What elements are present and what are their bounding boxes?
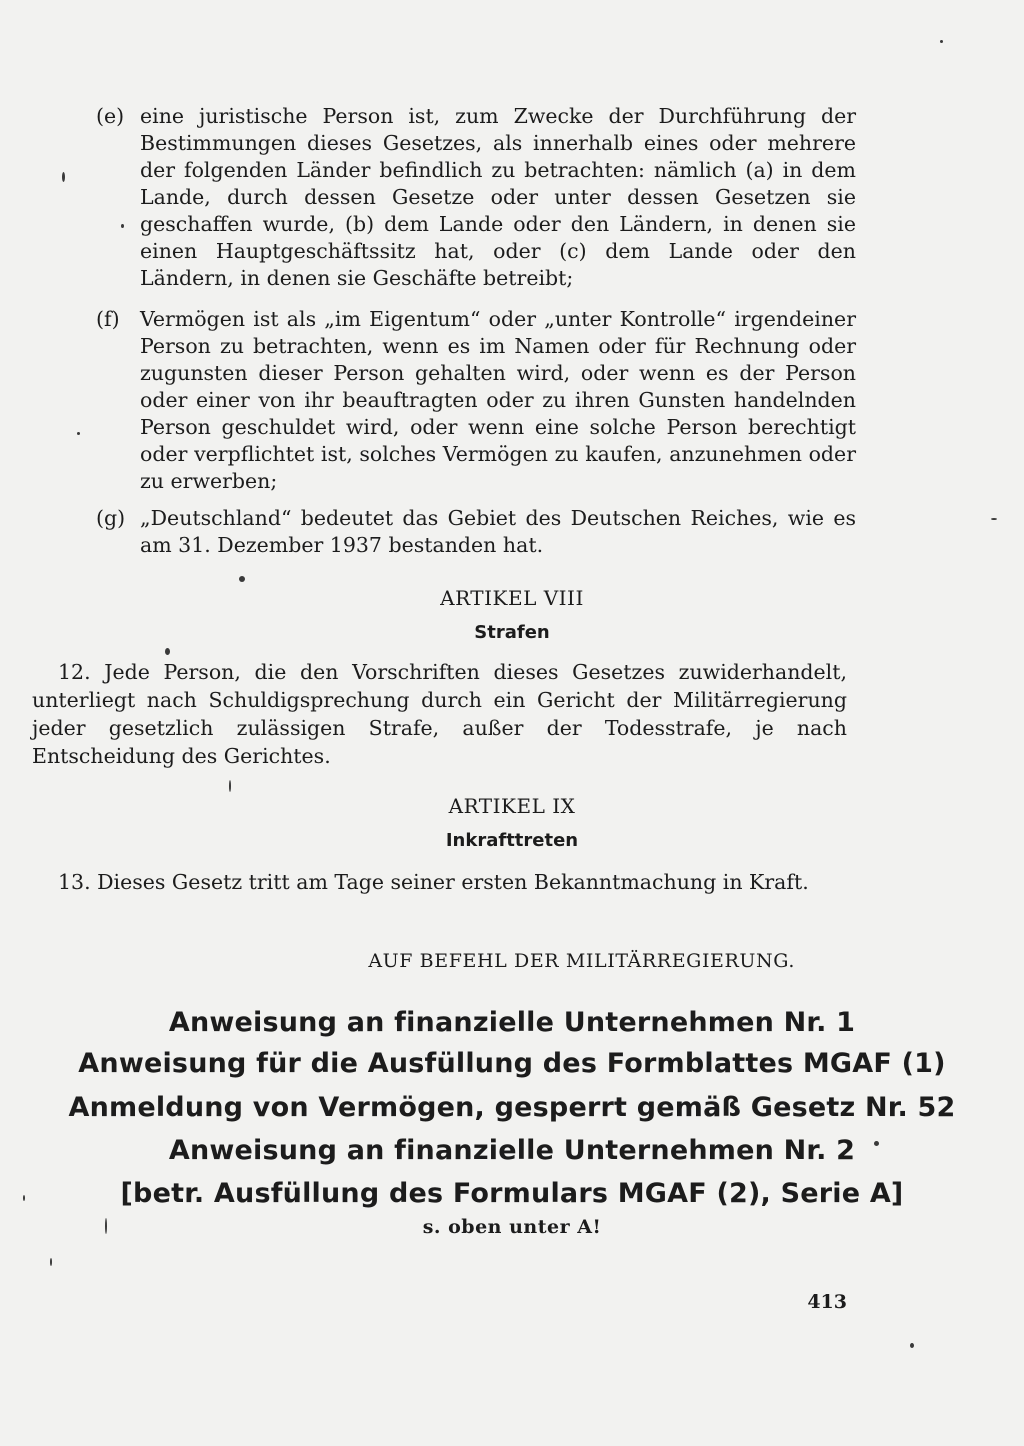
- definition-g-text: „Deutschland“ bedeutet das Gebiet des Deutschen Reiches, wie es am 31. Dezember 1937 bestanden hat.: [140, 506, 856, 557]
- definition-g-label: (g): [96, 506, 126, 530]
- scan-speck: [23, 1195, 25, 1201]
- signature-line: AUF BEFEHL DER MILITÄRREGIERUNG.: [368, 950, 795, 972]
- article-8-subheading: Strafen: [474, 622, 550, 643]
- instruction-line-2: Anweisung für die Ausfüllung des Formblattes MGAF (1): [78, 1048, 946, 1079]
- definition-g: [96, 505, 856, 559]
- article-9-paragraph: 13. Dieses Gesetz tritt am Tage seiner ersten Bekanntmachung in Kraft.: [58, 870, 809, 894]
- scan-speck: [940, 40, 943, 43]
- instruction-line-3: Anmeldung von Vermögen, gesperrt gemäß Gesetz Nr. 52: [68, 1092, 956, 1123]
- scan-speck: [62, 172, 65, 182]
- scan-speck: [874, 1141, 879, 1146]
- scan-speck: [50, 1258, 52, 1266]
- scan-speck: [910, 1343, 914, 1348]
- page-number: 413: [807, 1291, 847, 1313]
- scan-speck: [991, 518, 997, 520]
- scan-speck: [121, 224, 124, 228]
- definition-e-label: (e): [96, 104, 125, 128]
- scan-speck: [77, 432, 80, 435]
- article-9-heading: ARTIKEL IX: [448, 794, 576, 818]
- instruction-line-4: Anweisung an finanzielle Unternehmen Nr. 2: [168, 1135, 856, 1166]
- definition-e: [96, 103, 856, 292]
- definition-e-text: eine juristische Person ist, zum Zwecke der Durchführung der Bestimmungen dieses Gesetzes, als innerhalb eines oder mehrere der folgenden Länder befindlich zu betrachten: nämlich (a) in dem Lande, durch dessen Gesetze oder unter dessen Gesetzen sie geschaffen wurde, (b) dem Lande oder den Ländern, in denen sie einen Hauptgeschäftssitz hat, oder (c) dem Lande oder den Ländern, in denen sie Geschäfte betreibt;: [140, 104, 856, 290]
- scan-speck: [105, 1218, 107, 1234]
- definition-f-label: (f): [96, 307, 120, 331]
- reference-note: s. oben unter A!: [422, 1216, 602, 1238]
- scan-speck: [165, 648, 170, 655]
- article-9-subheading: Inkrafttreten: [445, 830, 579, 851]
- instruction-line-5: [betr. Ausfüllung des Formulars MGAF (2), Serie A]: [120, 1178, 904, 1209]
- definition-f: [96, 306, 856, 495]
- instruction-line-1: Anweisung an finanzielle Unternehmen Nr. 1: [168, 1007, 856, 1038]
- scan-speck: [229, 780, 231, 792]
- definition-f-text: Vermögen ist als „im Eigentum“ oder „unter Kontrolle“ irgendeiner Person zu betrachten, wenn es im Namen oder für Rechnung oder zugunsten dieser Person gehalten wird, oder wenn es der Person oder einer von ihr beauftragten oder zu ihren Gunsten handelnden Person geschuldet wird, oder wenn eine solche Person berechtigt oder verpflichtet ist, solches Vermögen zu kaufen, anzunehmen oder zu erwerben;: [140, 307, 856, 493]
- article-8-heading: ARTIKEL VIII: [440, 586, 584, 610]
- article-8-paragraph: 12. Jede Person, die den Vorschriften dieses Gesetzes zuwiderhandelt, unterliegt nach Schuldigsprechung durch ein Gericht der Militärregierung jeder gesetzlich zulässigen Strafe, außer der Todesstrafe, je nach Entscheidung des Gerichtes.: [32, 660, 847, 768]
- scan-speck: [239, 576, 245, 582]
